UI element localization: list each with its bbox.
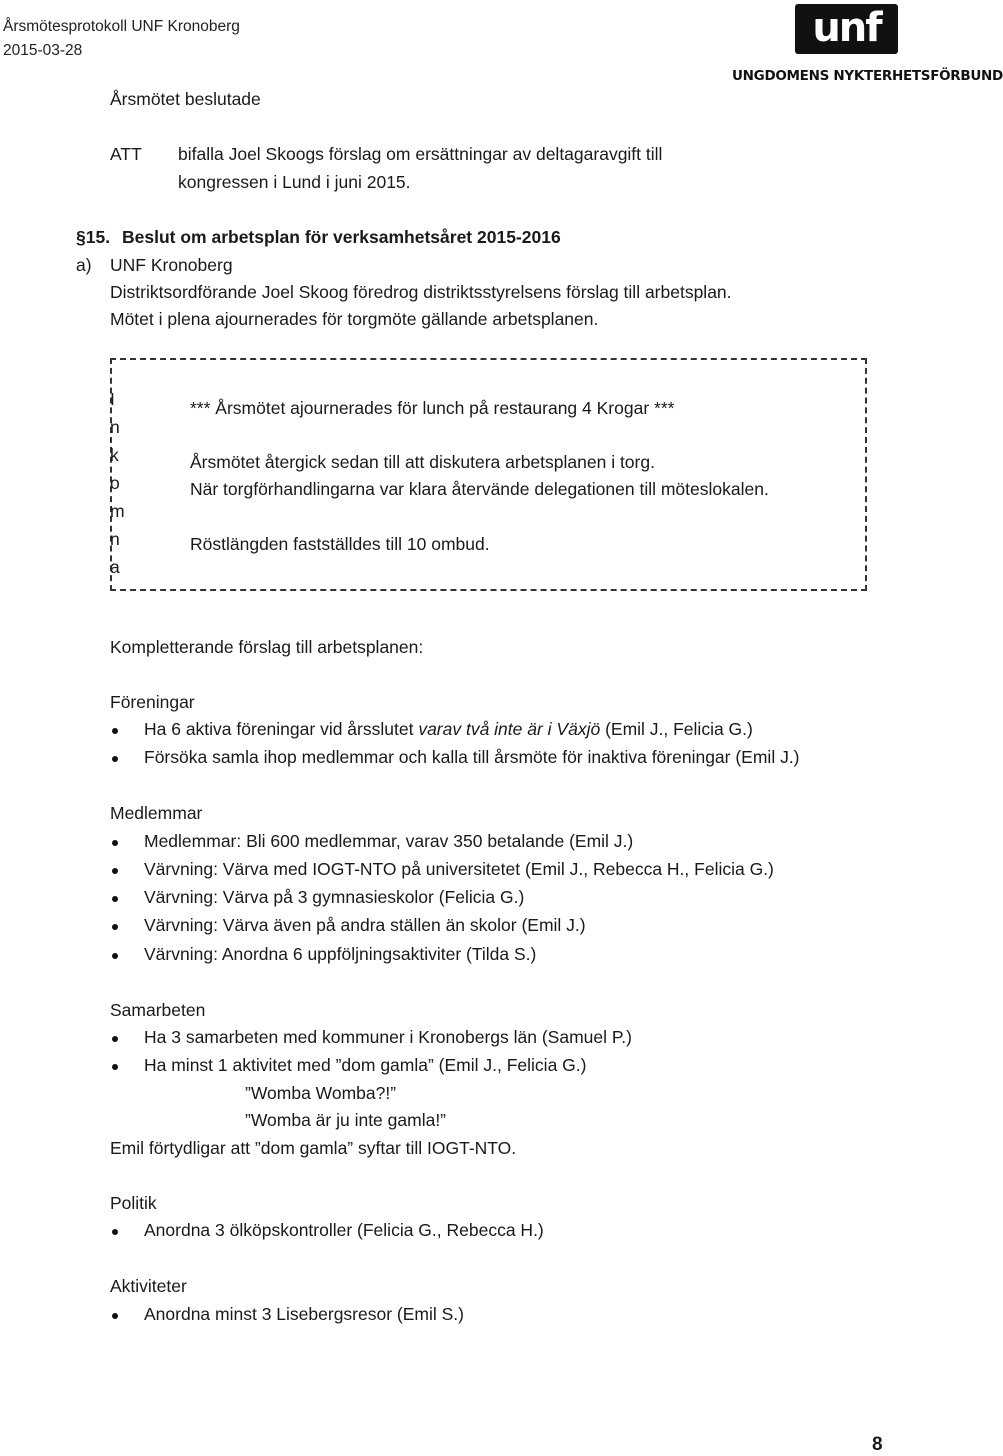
clarification-text: Emil förtydligar att ”dom gamla” syftar till IOGT-NTO. <box>110 1138 517 1158</box>
att-line-1: bifalla Joel Skoogs förslag om ersättningar av deltagaravgift till <box>178 144 663 164</box>
box-line-1: *** Årsmötet ajournerades för lunch på restaurang 4 Krogar *** <box>190 398 675 418</box>
bullet-icon <box>112 924 118 930</box>
list-item: Värvning: Anordna 6 uppföljningsaktiviter (Tilda S.) <box>144 944 537 964</box>
vertical-letter: n <box>110 417 120 437</box>
page-number: 8 <box>872 1434 883 1455</box>
vertical-letter: I <box>110 389 115 409</box>
bullet-icon <box>112 1313 118 1319</box>
section-title: Beslut om arbetsplan för verksamhetsåret 2015-2016 <box>122 227 561 247</box>
att-line-2: kongressen i Lund i juni 2015. <box>178 172 411 192</box>
box-line-3: När torgförhandlingarna var klara återvände delegationen till möteslokalen. <box>190 479 769 499</box>
att-label: ATT <box>110 144 142 164</box>
list-item: Medlemmar: Bli 600 medlemmar, varav 350 betalande (Emil J.) <box>144 831 634 851</box>
bullet-icon <box>112 1064 118 1070</box>
foreningar-heading: Föreningar <box>110 692 195 712</box>
aktiviteter-heading: Aktiviteter <box>110 1276 187 1296</box>
document-title: Årsmötesprotokoll UNF Kronoberg <box>3 18 240 35</box>
item-italic-text: varav två inte är i Växjö <box>418 719 601 739</box>
vertical-letter: a <box>110 557 120 577</box>
box-line-2: Årsmötet återgick sedan till att diskutera arbetsplanen i torg. <box>190 452 655 472</box>
sub-label: a) <box>76 255 92 275</box>
samarbeten-heading: Samarbeten <box>110 1000 206 1020</box>
section-number: §15. <box>76 227 111 247</box>
bullet-icon <box>112 1036 118 1042</box>
vertical-letter: n <box>110 529 120 549</box>
box-line-4: Röstlängden fastställdes till 10 ombud. <box>190 534 490 554</box>
bullet-icon <box>112 840 118 846</box>
list-item: Försöka samla ihop medlemmar och kalla till årsmöte för inaktiva föreningar (Emil J.) <box>144 747 800 767</box>
medlemmar-heading: Medlemmar <box>110 803 203 823</box>
list-item: Anordna 3 ölköpskontroller (Felicia G., Rebecca H.) <box>144 1220 544 1240</box>
list-item: Värvning: Värva på 3 gymnasieskolor (Felicia G.) <box>144 887 525 907</box>
bullet-icon <box>112 756 118 762</box>
bullet-icon <box>112 868 118 874</box>
list-item: Ha 3 samarbeten med kommuner i Kronobergs län (Samuel P.) <box>144 1027 632 1047</box>
bullet-icon <box>112 1229 118 1235</box>
list-item: Värvning: Värva även på andra ställen än skolor (Emil J.) <box>144 915 586 935</box>
logo-text: unf <box>812 5 881 51</box>
proposals-heading: Kompletterande förslag till arbetsplanen: <box>110 637 424 657</box>
bullet-icon <box>112 728 118 734</box>
politik-heading: Politik <box>110 1193 157 1213</box>
decision-heading: Årsmötet beslutade <box>110 89 261 109</box>
list-item: Ha minst 1 aktivitet med ”dom gamla” (Emil J., Felicia G.) <box>144 1055 587 1075</box>
quote-line: ”Womba är ju inte gamla!” <box>245 1110 447 1130</box>
vertical-letter: k <box>110 445 119 465</box>
list-item <box>144 719 753 740</box>
sub-title: UNF Kronoberg <box>110 255 233 275</box>
bullet-icon <box>112 953 118 959</box>
inkomna-box <box>110 358 867 591</box>
vertical-letter: m <box>110 501 125 521</box>
bullet-icon <box>112 896 118 902</box>
document-date: 2015-03-28 <box>3 42 83 59</box>
org-name: UNGDOMENS NYKTERHETSFÖRBUND <box>732 68 1003 84</box>
vertical-letter: o <box>110 473 120 493</box>
item-text: (Emil J., Felicia G.) <box>600 719 753 739</box>
quote-line: ”Womba Womba?!” <box>245 1083 397 1103</box>
item-text: Ha 6 aktiva föreningar vid årsslutet <box>144 719 419 739</box>
section-line-1: Distriktsordförande Joel Skoog föredrog distriktsstyrelsens förslag till arbetsplan. <box>110 282 732 302</box>
list-item: Värvning: Värva med IOGT-NTO på universitetet (Emil J., Rebecca H., Felicia G.) <box>144 859 774 879</box>
unf-logo <box>795 4 898 54</box>
list-item: Anordna minst 3 Lisebergsresor (Emil S.) <box>144 1304 464 1324</box>
section-line-2: Mötet i plena ajournerades för torgmöte gällande arbetsplanen. <box>110 309 599 329</box>
